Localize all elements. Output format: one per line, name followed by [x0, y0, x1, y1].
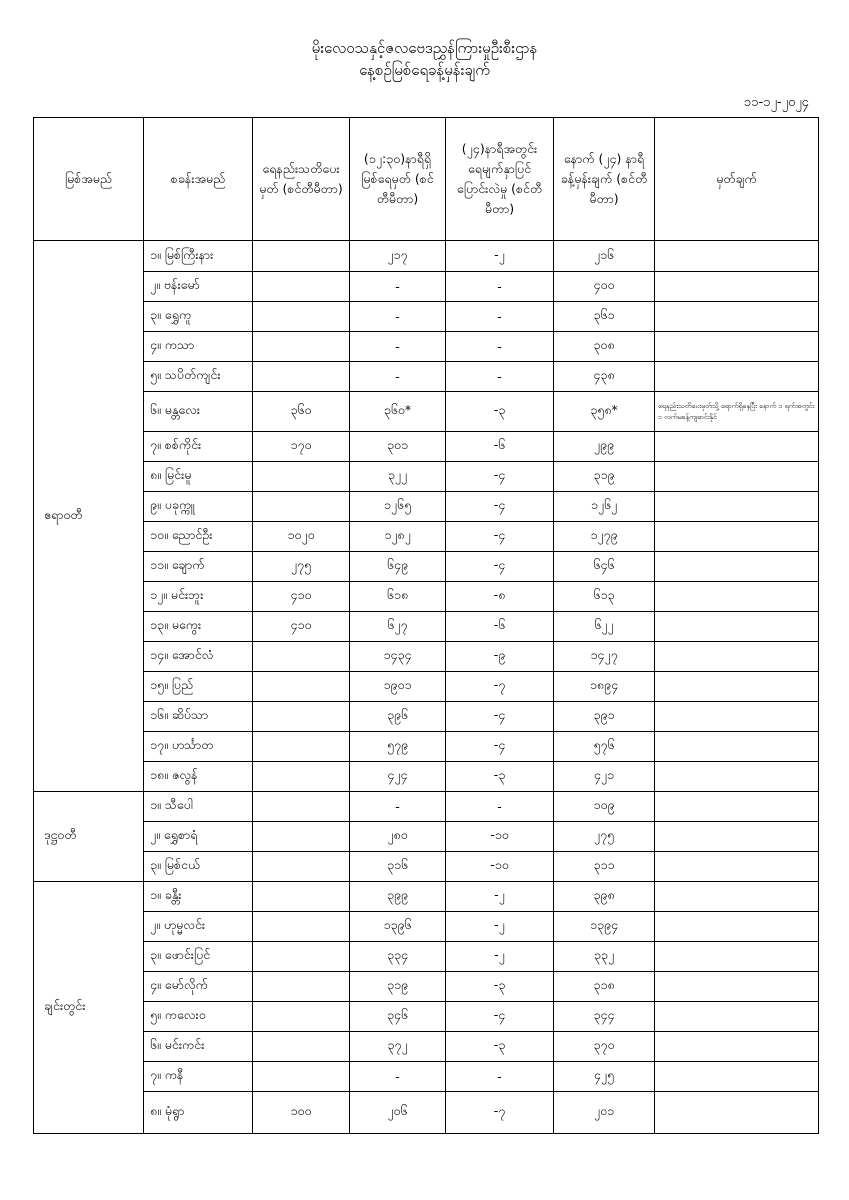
- water-level: ၁၂၆၅: [350, 492, 446, 522]
- warning-level: [253, 1002, 350, 1032]
- remark: [655, 822, 819, 852]
- forecast-level: ၅၇၆: [554, 732, 655, 762]
- remark: [655, 1092, 819, 1134]
- remark: [655, 882, 819, 912]
- forecast-level: ၃၉၈: [554, 882, 655, 912]
- level-change: -၂: [446, 241, 554, 272]
- warning-level: ၃၆၀: [253, 392, 350, 432]
- warning-level: [253, 362, 350, 392]
- forecast-level: ၃၁၁: [554, 852, 655, 882]
- station-name: ၁၁။ ချောက်: [144, 552, 253, 582]
- warning-level: [253, 1032, 350, 1062]
- forecast-level: ၁၄၂၇: [554, 642, 655, 672]
- forecast-level: ၃၆၁: [554, 302, 655, 332]
- remark: [655, 362, 819, 392]
- warning-level: ၁၀၂၀: [253, 522, 350, 552]
- table-row: [34, 882, 819, 912]
- water-level: ၂၈၀: [350, 822, 446, 852]
- forecast-level: ၄၂၁: [554, 762, 655, 792]
- warning-level: ၄၁၀: [253, 582, 350, 612]
- warning-level: [253, 492, 350, 522]
- level-change: -၂: [446, 942, 554, 972]
- table-row: [34, 1032, 819, 1062]
- forecast-level: ၄၂၅: [554, 1062, 655, 1092]
- warning-level: ၁၀၀: [253, 1092, 350, 1134]
- water-level: ၂၀၆: [350, 1092, 446, 1134]
- station-name: ၂။ ဗန်းမော်: [144, 272, 253, 302]
- station-name: ၂။ ရွှေစာရံ: [144, 822, 253, 852]
- water-level: ၃၉၉: [350, 882, 446, 912]
- warning-level: [253, 762, 350, 792]
- remark: [655, 972, 819, 1002]
- water-level: ၃၆၀*: [350, 392, 446, 432]
- column-header: နောက် (၂၄) နာရီ ခန့်မှန်းချက် (စင်တီမီတာ): [554, 118, 655, 241]
- table-row: [34, 972, 819, 1002]
- column-header: ရေနည်းသတိပေးမှတ် (စင်တီမီတာ): [253, 118, 350, 241]
- column-header: (၁၂:၃၀)နာရီရှိ မြစ်ရေမှတ် (စင်တီမီတာ): [350, 118, 446, 241]
- water-level: -: [350, 362, 446, 392]
- table-row: [34, 1002, 819, 1032]
- level-change: -: [446, 1062, 554, 1092]
- level-change: -၇: [446, 1092, 554, 1134]
- water-level: ၁၂၈၂: [350, 522, 446, 552]
- level-change: -၃: [446, 392, 554, 432]
- table-row: [34, 912, 819, 942]
- remark: [655, 612, 819, 642]
- table-row: [34, 642, 819, 672]
- level-change: -၃: [446, 972, 554, 1002]
- water-level: ၃၇၂: [350, 1032, 446, 1062]
- station-name: ၃။ ဖောင်းပြင်: [144, 942, 253, 972]
- station-name: ၃။ မြစ်ငယ်: [144, 852, 253, 882]
- warning-level: ၄၁၀: [253, 612, 350, 642]
- river-name: ချင်းတွင်း: [34, 882, 144, 1134]
- water-level: -: [350, 792, 446, 822]
- remark: [655, 1062, 819, 1092]
- water-level: ၆၁၈: [350, 582, 446, 612]
- level-change: -: [446, 362, 554, 392]
- water-level: ၃၂၂: [350, 462, 446, 492]
- remark: [655, 642, 819, 672]
- water-level: ၃၁၆: [350, 852, 446, 882]
- water-level: ၃၁၉: [350, 972, 446, 1002]
- water-level: ၁၃၉၆: [350, 912, 446, 942]
- level-change: -: [446, 272, 554, 302]
- warning-level: [253, 702, 350, 732]
- table-row: [34, 762, 819, 792]
- level-change: -၇: [446, 672, 554, 702]
- river-name: ဒုဋ္ဌဝတီ: [34, 792, 144, 882]
- level-change: -၆: [446, 612, 554, 642]
- water-level: ၄၂၄: [350, 762, 446, 792]
- remark: [655, 582, 819, 612]
- level-change: -၄: [446, 1002, 554, 1032]
- remark: [655, 552, 819, 582]
- warning-level: [253, 462, 350, 492]
- forecast-level: ၂၇၅: [554, 822, 655, 852]
- remark: [655, 272, 819, 302]
- remark: [655, 522, 819, 552]
- remark: [655, 241, 819, 272]
- remark: ရေနည်းသတိပေးမှတ်သို့ ရောက်ရှိနေပြီး နောက် ၁ ရက်အတွင်း ၁ လက်မခန့်ကျဆင်းနိုင်: [655, 392, 819, 432]
- table-row: [34, 852, 819, 882]
- level-change: -: [446, 302, 554, 332]
- table-row: [34, 822, 819, 852]
- forecast-level: ၆၂၂: [554, 612, 655, 642]
- warning-level: [253, 792, 350, 822]
- table-row: [34, 1062, 819, 1092]
- level-change: -၂: [446, 912, 554, 942]
- level-change: -၄: [446, 522, 554, 552]
- remark: [655, 332, 819, 362]
- station-name: ၇။ စစ်ကိုင်း: [144, 432, 253, 462]
- station-name: ၄။ ကသာ: [144, 332, 253, 362]
- level-change: -၃: [446, 1032, 554, 1062]
- level-change: -: [446, 792, 554, 822]
- forecast-level: ၁၂၇၉: [554, 522, 655, 552]
- station-name: ၄။ မော်လိုက်: [144, 972, 253, 1002]
- remark: [655, 432, 819, 462]
- warning-level: ၂၇၅: [253, 552, 350, 582]
- forecast-level: ၃၉၁: [554, 702, 655, 732]
- table-row: [34, 462, 819, 492]
- warning-level: [253, 672, 350, 702]
- warning-level: [253, 732, 350, 762]
- station-name: ၅။ သပိတ်ကျင်း: [144, 362, 253, 392]
- remark: [655, 1002, 819, 1032]
- table-row: [34, 522, 819, 552]
- table-row: [34, 302, 819, 332]
- page-subtitle: နေ့စဉ်မြစ်ရေခန့်မှန်းချက်: [359, 61, 490, 79]
- table-row: [34, 552, 819, 582]
- station-name: ၇။ ကနီ: [144, 1062, 253, 1092]
- table-row: [34, 362, 819, 392]
- warning-level: [253, 882, 350, 912]
- water-level: ၃၉၆: [350, 702, 446, 732]
- forecast-level: ၃၇၀: [554, 1032, 655, 1062]
- warning-level: [253, 1062, 350, 1092]
- table-row: [34, 272, 819, 302]
- level-change: -၁၀: [446, 822, 554, 852]
- table-row: [34, 732, 819, 762]
- table-row: [34, 332, 819, 362]
- station-name: ၁။ သီပေါ: [144, 792, 253, 822]
- warning-level: [253, 912, 350, 942]
- water-level: ၃၄၆: [350, 1002, 446, 1032]
- station-name: ၂။ ဟုမ္မလင်း: [144, 912, 253, 942]
- station-name: ၅။ ကလေးဝ: [144, 1002, 253, 1032]
- table-row: [34, 392, 819, 432]
- table-row: [34, 672, 819, 702]
- header-row: [34, 118, 819, 241]
- water-level: ၃၃၄: [350, 942, 446, 972]
- table-row: [34, 492, 819, 522]
- station-name: ၁၃။ မကွေး: [144, 612, 253, 642]
- station-name: ၁၈။ ဇလွန်: [144, 762, 253, 792]
- remark: [655, 852, 819, 882]
- water-level: ၆၂၇: [350, 612, 446, 642]
- remark: [655, 912, 819, 942]
- level-change: -၈: [446, 582, 554, 612]
- station-name: ၁၇။ ဟင်္သာတ: [144, 732, 253, 762]
- level-change: -၁၀: [446, 852, 554, 882]
- remark: [655, 792, 819, 822]
- table-row: [34, 942, 819, 972]
- station-name: ၁၄။ အောင်လံ: [144, 642, 253, 672]
- warning-level: [253, 302, 350, 332]
- forecast-level: ၆၄၆: [554, 552, 655, 582]
- station-name: ၆။ မင်းကင်း: [144, 1032, 253, 1062]
- water-level: ၃၀၁: [350, 432, 446, 462]
- column-header: မှတ်ချက်: [655, 118, 819, 241]
- station-name: ၈။ မြင်းမူ: [144, 462, 253, 492]
- table-body: [34, 241, 819, 1134]
- forecast-level: ၃၁၉: [554, 462, 655, 492]
- water-level: ၁၄၃၄: [350, 642, 446, 672]
- forecast-level: ၃၄၄: [554, 1002, 655, 1032]
- station-name: ၁၂။ မင်းဘူး: [144, 582, 253, 612]
- remark: [655, 492, 819, 522]
- remark: [655, 302, 819, 332]
- column-header: မြစ်အမည်: [34, 118, 144, 241]
- station-name: ၁၀။ ညောင်ဦး: [144, 522, 253, 552]
- forecast-level: ၁၂၆၂: [554, 492, 655, 522]
- report-date: ၁၁-၁၂-၂၀၂၄: [743, 95, 809, 110]
- level-change: -၄: [446, 702, 554, 732]
- station-name: ၁၆။ ဆိပ်သာ: [144, 702, 253, 732]
- table-row: [34, 612, 819, 642]
- level-change: -၆: [446, 432, 554, 462]
- river-level-table: [33, 117, 819, 1134]
- table-row: [34, 582, 819, 612]
- warning-level: [253, 822, 350, 852]
- level-change: -: [446, 332, 554, 362]
- station-name: ၆။ မန္တလေး: [144, 392, 253, 432]
- water-level: -: [350, 332, 446, 362]
- forecast-level: ၁၀၉: [554, 792, 655, 822]
- forecast-level: ၃၁၈: [554, 972, 655, 1002]
- forecast-level: ၁၃၉၄: [554, 912, 655, 942]
- water-level: -: [350, 1062, 446, 1092]
- warning-level: [253, 241, 350, 272]
- level-change: -၄: [446, 552, 554, 582]
- forecast-level: ၂၁၆: [554, 241, 655, 272]
- water-level: ၂၁၇: [350, 241, 446, 272]
- forecast-level: ၁၈၉၄: [554, 672, 655, 702]
- level-change: -၂: [446, 882, 554, 912]
- station-name: ၁။ ခန္တီး: [144, 882, 253, 912]
- level-change: -၄: [446, 732, 554, 762]
- column-header: (၂၄)နာရီအတွင်း ရေမျက်နှာပြင် ပြောင်းလဲမှု (စင်တီမီတာ): [446, 118, 554, 241]
- remark: [655, 942, 819, 972]
- table-row: [34, 241, 819, 272]
- remark: [655, 1032, 819, 1062]
- water-level: ၆၄၉: [350, 552, 446, 582]
- station-name: ၃။ ရွှေကူ: [144, 302, 253, 332]
- level-change: -၄: [446, 462, 554, 492]
- warning-level: [253, 642, 350, 672]
- station-name: ၉။ ပခုက္ကူ: [144, 492, 253, 522]
- warning-level: [253, 852, 350, 882]
- warning-level: [253, 272, 350, 302]
- remark: [655, 762, 819, 792]
- warning-level: [253, 972, 350, 1002]
- level-change: -၉: [446, 642, 554, 672]
- remark: [655, 672, 819, 702]
- page-title: မိုးလေဝသနှင့်ဇလဗေဒညွှန်ကြားမှုဦးစီးဌာန: [311, 39, 538, 57]
- forecast-level: ၃၃၂: [554, 942, 655, 972]
- water-level: ၁၉၀၁: [350, 672, 446, 702]
- remark: [655, 702, 819, 732]
- table-row: [34, 702, 819, 732]
- forecast-level: ၃၀၈: [554, 332, 655, 362]
- water-level: -: [350, 272, 446, 302]
- forecast-level: ၄၃၈: [554, 362, 655, 392]
- level-change: -၄: [446, 492, 554, 522]
- forecast-level: ၂၀၁: [554, 1092, 655, 1134]
- warning-level: [253, 332, 350, 362]
- river-name: ဧရာဝတီ: [34, 241, 144, 792]
- level-change: -၃: [446, 762, 554, 792]
- table-row: [34, 432, 819, 462]
- water-level: -: [350, 302, 446, 332]
- station-name: ၁၅။ ပြည်: [144, 672, 253, 702]
- column-header: စခန်းအမည်: [144, 118, 253, 241]
- forecast-level: ၃၅၈*: [554, 392, 655, 432]
- forecast-level: ၂၉၉: [554, 432, 655, 462]
- warning-level: ၁၇၀: [253, 432, 350, 462]
- warning-level: [253, 942, 350, 972]
- station-name: ၈။ မုံရွာ: [144, 1092, 253, 1134]
- remark: [655, 732, 819, 762]
- water-level: ၅၇၉: [350, 732, 446, 762]
- forecast-level: ၆၁၃: [554, 582, 655, 612]
- table-row: [34, 1092, 819, 1134]
- forecast-level: ၄၀၀: [554, 272, 655, 302]
- station-name: ၁။ မြစ်ကြီးနား: [144, 241, 253, 272]
- table-row: [34, 792, 819, 822]
- remark: [655, 462, 819, 492]
